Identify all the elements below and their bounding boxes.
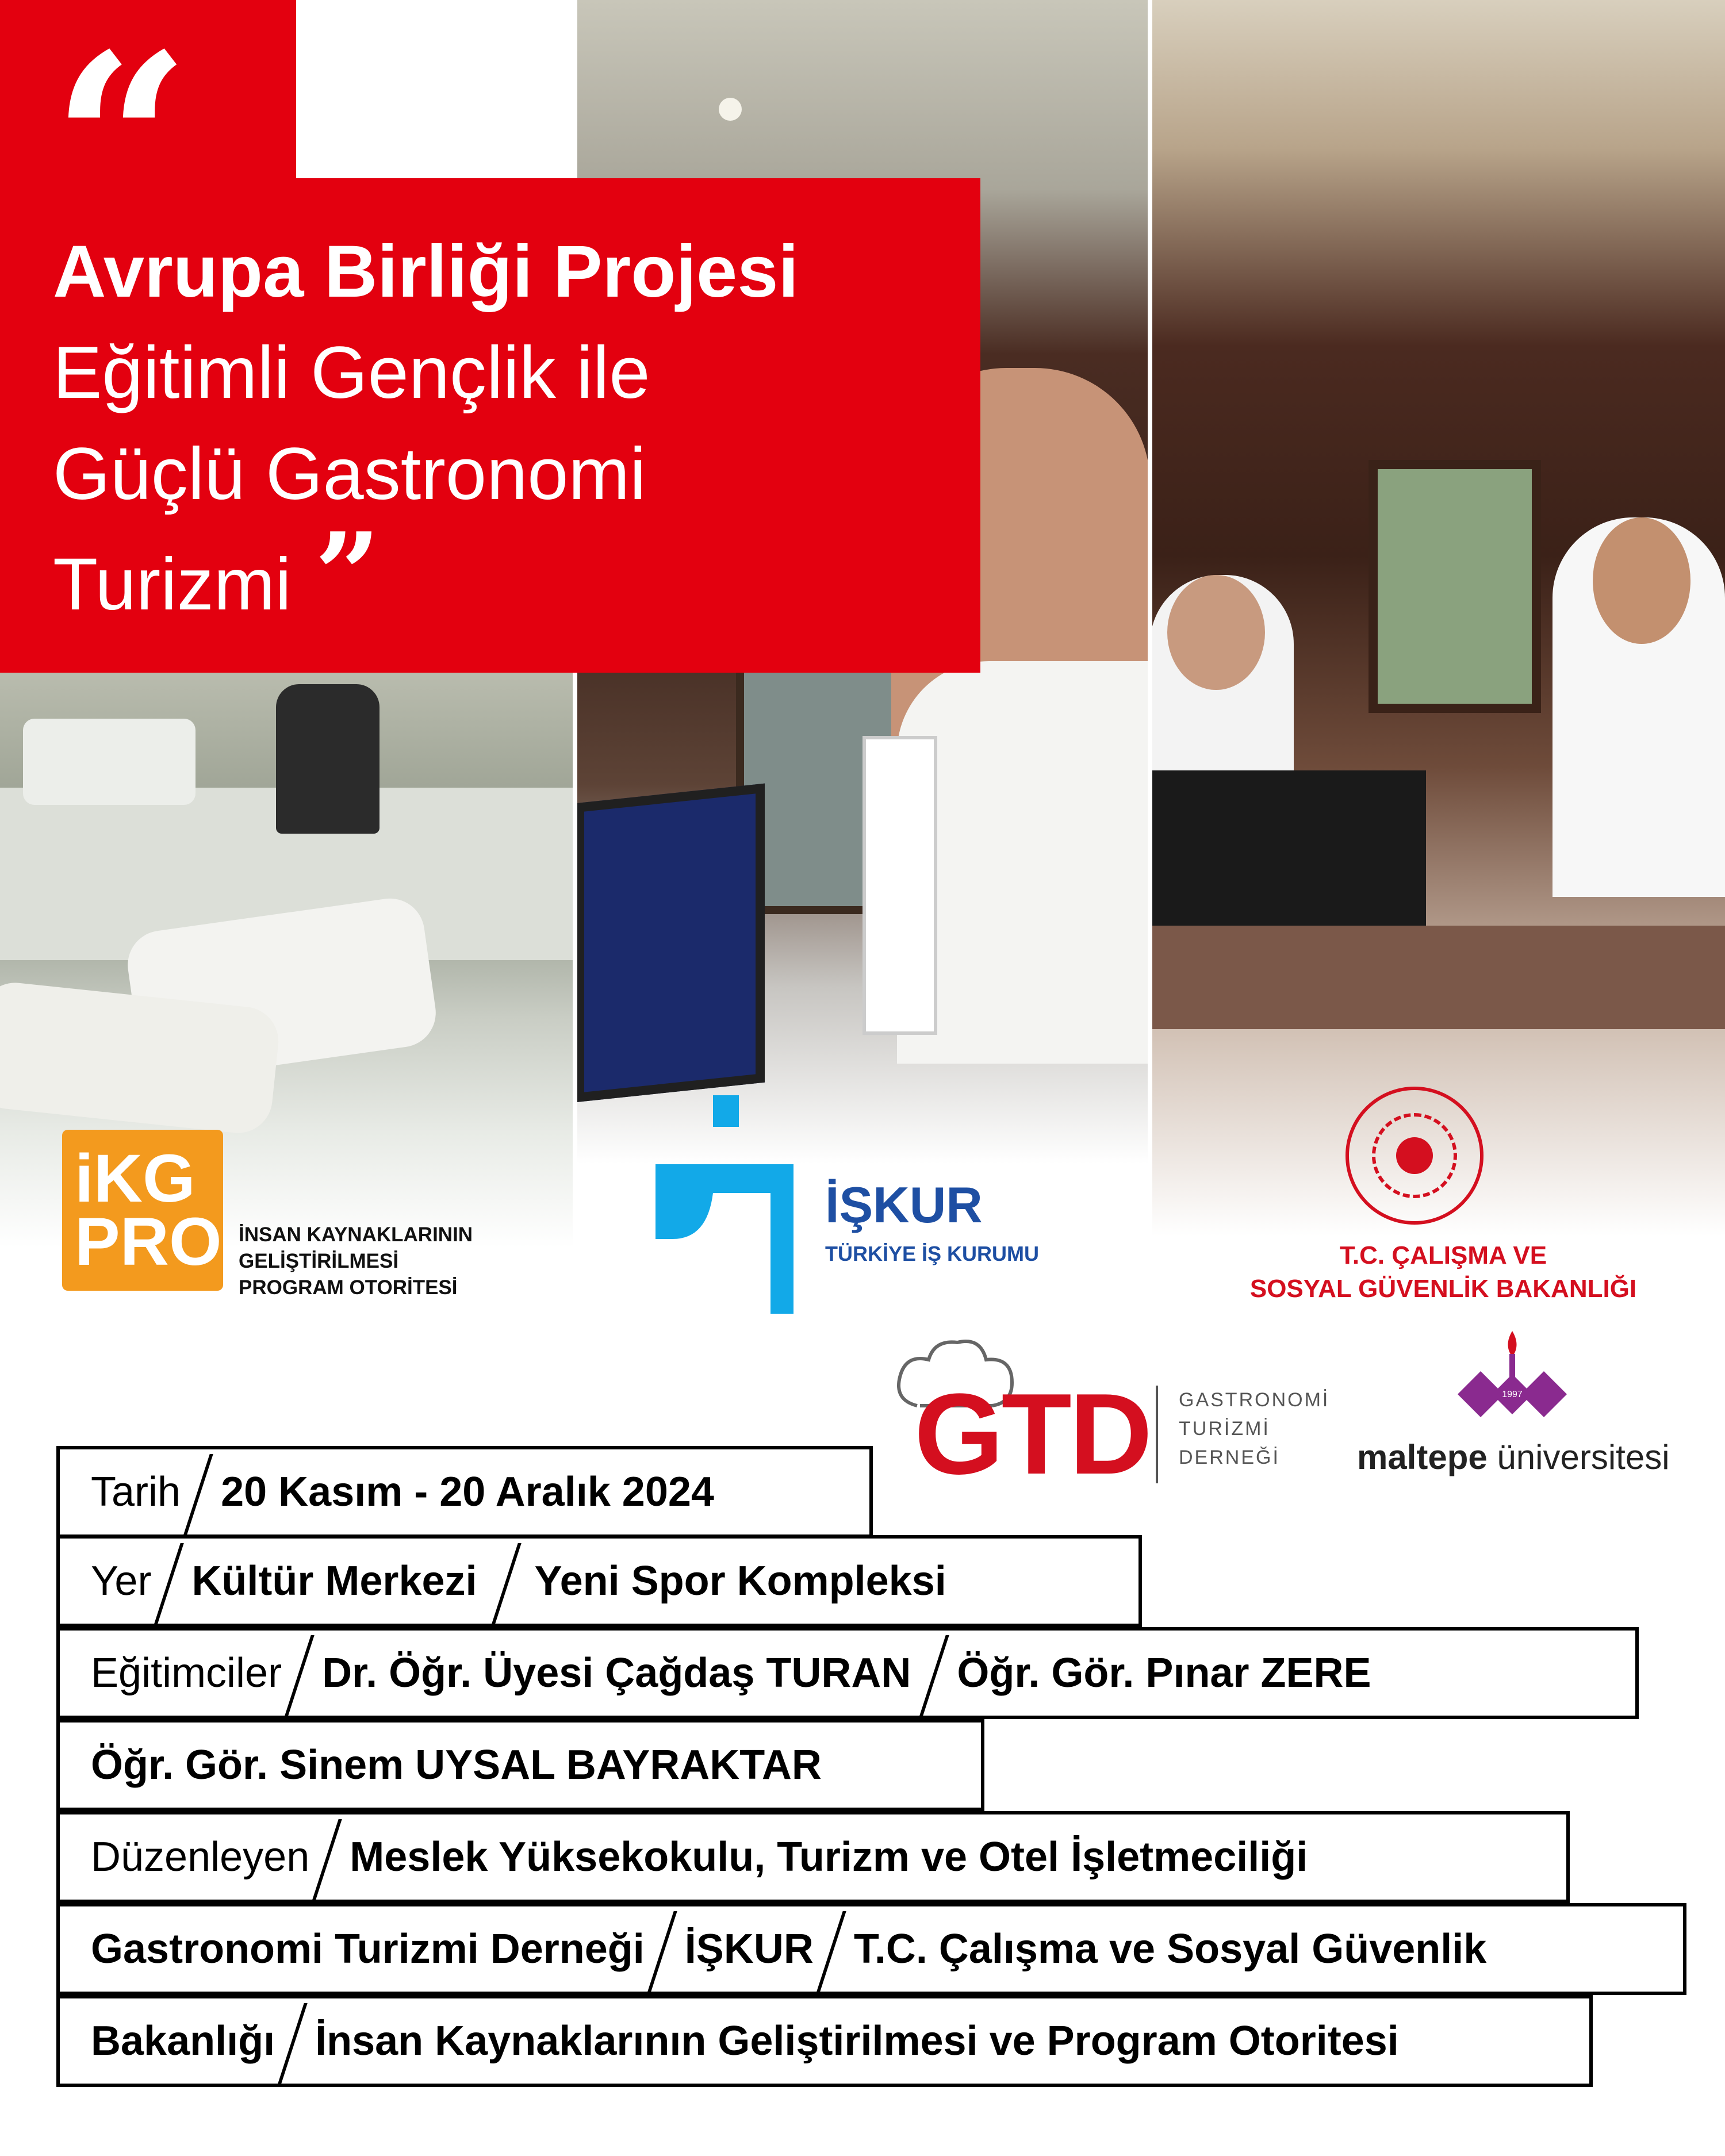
value-duzenleyen-6: İnsan Kaynaklarının Geliştirilmesi ve Program Otoritesi [315, 2018, 1399, 2064]
open-quote-icon: “ [52, 2, 191, 285]
ikg-text-line1: İNSAN KAYNAKLARININ [239, 1223, 473, 1246]
slash-divider [645, 1903, 679, 1995]
label-duzenleyen: Düzenleyen [91, 1834, 310, 1880]
headline-line-1: Avrupa Birliği Projesi [53, 231, 799, 313]
slash-divider [814, 1903, 848, 1995]
ministry-seal-icon [1346, 1087, 1483, 1225]
iskur-subtitle: TÜRKİYE İŞ KURUMU [825, 1242, 1040, 1265]
value-yer-2: Yeni Spor Kompleksi [534, 1558, 946, 1604]
slash-divider [275, 1995, 309, 2087]
value-tarih: 20 Kasım - 20 Aralık 2024 [221, 1469, 714, 1515]
gtd-name-line1: GASTRONOMİ [1179, 1389, 1330, 1411]
maltepe-name [1357, 1437, 1670, 1477]
value-duzenleyen-2: Gastronomi Turizmi Derneği [91, 1926, 645, 1972]
ceiling-light [719, 98, 742, 121]
info-row-duzenleyen-cont2 [56, 1995, 1593, 2087]
value-duzenleyen-1: Meslek Yüksekokulu, Turizm ve Otel İşletmeciliği [350, 1834, 1308, 1880]
label-tarih: Tarih [91, 1469, 181, 1515]
slash-divider [151, 1535, 186, 1627]
headline-line-3: Güçlü Gastronomi [53, 433, 646, 515]
slash-divider [181, 1446, 215, 1538]
headline-line-4 [53, 508, 973, 643]
value-duzenleyen-5: Bakanlığı [91, 2018, 275, 2064]
gtd-name [1179, 1386, 1329, 1472]
maltepe-year: 1997 [1502, 1390, 1523, 1399]
ikg-logo-line1: iKG [75, 1141, 195, 1217]
slash-divider [282, 1627, 316, 1719]
value-egitimci-3: Öğr. Gör. Sinem UYSAL BAYRAKTAR [91, 1742, 822, 1788]
iskur-name: İŞKUR [825, 1176, 983, 1233]
maltepe-name-bold: maltepe [1357, 1438, 1488, 1476]
value-egitimci-1: Dr. Öğr. Üyesi Çağdaş TURAN [322, 1650, 911, 1696]
bed-shape [23, 719, 195, 805]
ministry-name [1173, 1239, 1713, 1306]
gtd-divider [1156, 1386, 1158, 1483]
ministry-name-line1: T.C. ÇALIŞMA VE [1339, 1241, 1547, 1269]
info-row-duzenleyen [56, 1811, 1570, 1903]
info-row-duzenleyen-cont [56, 1903, 1686, 1995]
value-duzenleyen-3: İŞKUR [684, 1926, 814, 1972]
counter-shape [1150, 926, 1725, 1029]
photo-lobby-staff [1150, 0, 1725, 1236]
label-egitimciler: Eğitimciler [91, 1650, 282, 1696]
gtd-name-line3: DERNEĞİ [1179, 1447, 1280, 1468]
person-shape [276, 684, 379, 834]
info-row-yer [56, 1535, 1142, 1627]
ikg-pro-name [239, 1222, 473, 1301]
ikg-text-line2: GELİŞTİRİLMESİ [239, 1250, 399, 1272]
ikg-logo-line2: PRO [75, 1204, 222, 1280]
info-row-egitimciler-cont [56, 1719, 984, 1811]
info-row-egitimciler [56, 1627, 1639, 1719]
person-face [1167, 575, 1265, 690]
window-shape [1368, 460, 1541, 713]
seal-gear-icon [1396, 1137, 1433, 1174]
maltepe-logo-icon [1458, 1331, 1567, 1417]
ikg-text-line3: PROGRAM OTORİTESİ [239, 1276, 458, 1299]
info-row-tarih [56, 1446, 873, 1538]
value-duzenleyen-4: T.C. Çalışma ve Sosyal Güvenlik [853, 1926, 1487, 1972]
value-egitimci-2: Öğr. Gör. Pınar ZERE [957, 1650, 1371, 1696]
slash-divider [917, 1627, 951, 1719]
photo-divider [1148, 0, 1152, 1236]
brochure-shape [862, 736, 937, 1035]
close-quote-icon: ” [314, 508, 381, 643]
gtd-name-line2: TURİZMİ [1179, 1418, 1270, 1440]
person-face [1593, 517, 1690, 644]
value-yer-1: Kültür Merkezi [191, 1558, 477, 1604]
ministry-name-line2: SOSYAL GÜVENLİK BAKANLIĞI [1249, 1275, 1637, 1303]
ikg-pro-logo [62, 1130, 223, 1291]
iskur-logo-icon [656, 1095, 793, 1314]
slash-divider [309, 1811, 344, 1903]
headline-line-2: Eğitimli Gençlik ile [53, 332, 650, 414]
monitor-shape [1150, 770, 1426, 926]
monitor-shape [575, 784, 765, 1103]
headline-line-4-text: Turizmi [53, 543, 292, 626]
headline [53, 221, 973, 643]
gtd-logo: GTD [914, 1370, 1151, 1498]
label-yer: Yer [91, 1558, 152, 1604]
maltepe-name-rest: üniversitesi [1487, 1438, 1670, 1476]
slash-divider [489, 1535, 523, 1627]
